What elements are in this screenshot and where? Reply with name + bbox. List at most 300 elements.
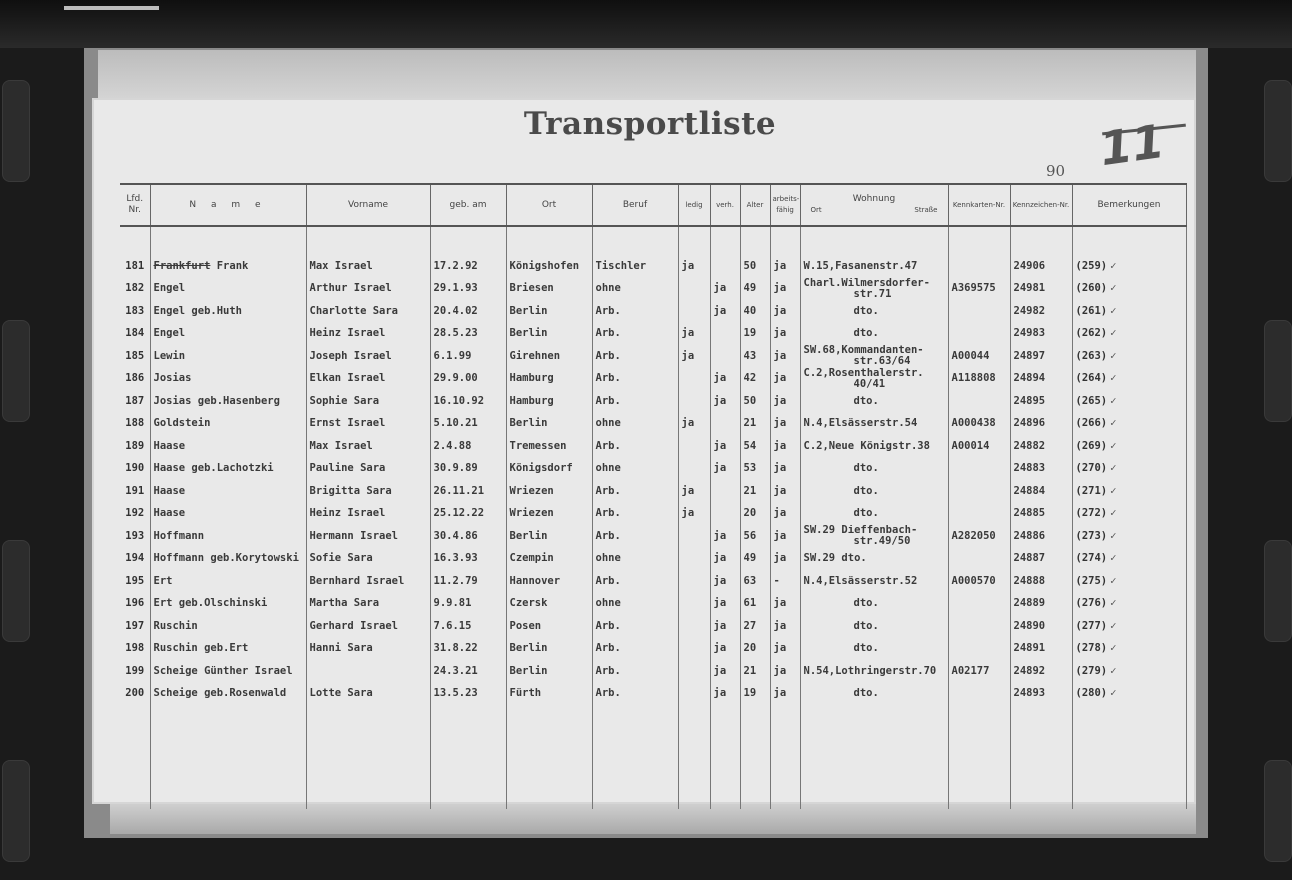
single [678, 660, 710, 683]
row-number: 200 [120, 683, 150, 706]
col-header-wohnung-ort: Ort [810, 206, 822, 214]
remark-text: (264) [1075, 372, 1108, 385]
birth-place: Girehnen [506, 345, 592, 368]
identifier-number: 24890 [1010, 615, 1072, 638]
birth-date: 25.12.22 [430, 503, 506, 526]
checkmark-icon: ✓ [1110, 259, 1117, 272]
occupation: ohne [592, 593, 678, 616]
residence [800, 683, 948, 706]
remark [1072, 548, 1186, 571]
id-card-number: A000570 [948, 570, 1010, 593]
checkmark-icon: ✓ [1110, 484, 1117, 497]
occupation: Arb. [592, 615, 678, 638]
remark [1072, 323, 1186, 346]
remark-text: (276) [1075, 597, 1108, 610]
occupation: ohne [592, 458, 678, 481]
row-number: 199 [120, 660, 150, 683]
single [678, 548, 710, 571]
fit-for-work: ja [770, 255, 800, 278]
residence-line: dto. [853, 484, 879, 497]
fit-for-work: ja [770, 660, 800, 683]
remark-text: (277) [1075, 619, 1108, 632]
married [710, 413, 740, 436]
first-name: Sophie Sara [306, 390, 430, 413]
married: ja [710, 570, 740, 593]
id-card-number [948, 683, 1010, 706]
id-card-number [948, 548, 1010, 571]
id-card-number [948, 615, 1010, 638]
checkmark-icon: ✓ [1110, 372, 1117, 385]
first-name [306, 660, 430, 683]
id-card-number [948, 503, 1010, 526]
table-row [120, 593, 1186, 616]
identifier-number: 24889 [1010, 593, 1072, 616]
checkmark-icon: ✓ [1110, 304, 1117, 317]
remark-text: (272) [1075, 507, 1108, 520]
table-row [120, 548, 1186, 571]
col-header-bemerkungen: Bemerkungen [1072, 184, 1186, 226]
birth-place: Hannover [506, 570, 592, 593]
residence-line: N.4,Elsässerstr.52 [803, 574, 918, 587]
occupation: Arb. [592, 683, 678, 706]
single [678, 570, 710, 593]
remark [1072, 458, 1186, 481]
birth-place: Czempin [506, 548, 592, 571]
birth-place: Berlin [506, 323, 592, 346]
checkmark-icon: ✓ [1110, 417, 1117, 430]
residence-line: SW.29 dto. [803, 552, 867, 565]
birth-place: Berlin [506, 413, 592, 436]
fit-for-work: ja [770, 368, 800, 391]
residence [800, 390, 948, 413]
birth-place: Königsdorf [506, 458, 592, 481]
age: 49 [740, 278, 770, 301]
surname: Ert [150, 570, 306, 593]
table-row [120, 345, 1186, 368]
film-mark [64, 6, 159, 10]
row-number: 181 [120, 255, 150, 278]
checkmark-icon: ✓ [1110, 394, 1117, 407]
table-row [120, 683, 1186, 706]
birth-place: Berlin [506, 660, 592, 683]
table-row [120, 570, 1186, 593]
checkmark-icon: ✓ [1110, 597, 1117, 610]
birth-date: 13.5.23 [430, 683, 506, 706]
age: 42 [740, 368, 770, 391]
single [678, 683, 710, 706]
residence [800, 638, 948, 661]
married: ja [710, 300, 740, 323]
remark [1072, 525, 1186, 548]
remark [1072, 638, 1186, 661]
remark-text: (280) [1075, 687, 1108, 700]
surname: Goldstein [150, 413, 306, 436]
first-name: Max Israel [306, 255, 430, 278]
identifier-number: 24888 [1010, 570, 1072, 593]
birth-date: 9.9.81 [430, 593, 506, 616]
birth-date: 29.9.00 [430, 368, 506, 391]
birth-place: Briesen [506, 278, 592, 301]
surname: Lewin [150, 345, 306, 368]
surname: Haase [150, 480, 306, 503]
residence [800, 660, 948, 683]
col-header-wohnung-strasse: Straße [914, 206, 938, 214]
residence-line-2: str.49/50 [853, 535, 911, 548]
residence [800, 368, 948, 391]
checkmark-icon: ✓ [1110, 574, 1117, 587]
row-number: 194 [120, 548, 150, 571]
table-row [120, 368, 1186, 391]
residence-line: dto. [853, 327, 879, 340]
birth-date: 20.4.02 [430, 300, 506, 323]
married: ja [710, 548, 740, 571]
transport-list-table [120, 183, 1187, 809]
first-name: Lotte Sara [306, 683, 430, 706]
birth-date: 24.3.21 [430, 660, 506, 683]
row-number: 188 [120, 413, 150, 436]
married [710, 323, 740, 346]
row-number: 196 [120, 593, 150, 616]
remark-text: (266) [1075, 417, 1108, 430]
remark [1072, 480, 1186, 503]
age: 50 [740, 255, 770, 278]
occupation: Tischler [592, 255, 678, 278]
row-number: 189 [120, 435, 150, 458]
fit-for-work: ja [770, 525, 800, 548]
occupation: ohne [592, 548, 678, 571]
row-number: 198 [120, 638, 150, 661]
identifier-number: 24906 [1010, 255, 1072, 278]
age: 56 [740, 525, 770, 548]
checkmark-icon: ✓ [1110, 507, 1117, 520]
sheet-number: 11 [1096, 113, 1168, 177]
birth-date: 28.5.23 [430, 323, 506, 346]
birth-date: 11.2.79 [430, 570, 506, 593]
birth-place: Berlin [506, 638, 592, 661]
married: ja [710, 435, 740, 458]
remark-text: (270) [1075, 462, 1108, 475]
table-row [120, 480, 1186, 503]
occupation: ohne [592, 413, 678, 436]
identifier-number: 24882 [1010, 435, 1072, 458]
married: ja [710, 390, 740, 413]
id-card-number [948, 390, 1010, 413]
age: 19 [740, 323, 770, 346]
residence-line: N.4,Elsässerstr.54 [803, 417, 918, 430]
film-sprocket [2, 80, 30, 182]
residence-line: dto. [853, 597, 879, 610]
remark-text: (262) [1075, 327, 1108, 340]
identifier-number: 24887 [1010, 548, 1072, 571]
remark-text: (271) [1075, 484, 1108, 497]
remark-text: (274) [1075, 552, 1108, 565]
age: 20 [740, 503, 770, 526]
remark [1072, 368, 1186, 391]
remark-text: (265) [1075, 394, 1108, 407]
identifier-number: 24896 [1010, 413, 1072, 436]
first-name: Heinz Israel [306, 323, 430, 346]
single [678, 368, 710, 391]
remark-text: (261) [1075, 304, 1108, 317]
surname: Hoffmann geb.Korytowski [150, 548, 306, 571]
single [678, 593, 710, 616]
fit-for-work: ja [770, 503, 800, 526]
residence-line: dto. [853, 642, 879, 655]
first-name: Gerhard Israel [306, 615, 430, 638]
birth-date: 6.1.99 [430, 345, 506, 368]
first-name: Max Israel [306, 435, 430, 458]
table-row [120, 278, 1186, 301]
identifier-number: 24891 [1010, 638, 1072, 661]
first-name: Elkan Israel [306, 368, 430, 391]
surname: Engel [150, 278, 306, 301]
id-card-number [948, 323, 1010, 346]
age: 21 [740, 413, 770, 436]
birth-date: 30.4.86 [430, 525, 506, 548]
occupation: ohne [592, 278, 678, 301]
table-row [120, 503, 1186, 526]
film-sprocket [1264, 80, 1292, 182]
residence [800, 548, 948, 571]
fit-for-work: ja [770, 300, 800, 323]
col-header-kennkarten: Kennkarten-Nr. [948, 184, 1010, 226]
residence-line-2: str.63/64 [853, 355, 911, 368]
residence-line: W.15,Fasanenstr.47 [803, 259, 918, 272]
film-sprocket [1264, 540, 1292, 642]
checkmark-icon: ✓ [1110, 529, 1117, 542]
remark-text: (260) [1075, 282, 1108, 295]
table-row [120, 525, 1186, 548]
single [678, 435, 710, 458]
remark [1072, 615, 1186, 638]
fit-for-work: ja [770, 480, 800, 503]
birth-place: Wriezen [506, 503, 592, 526]
identifier-number: 24886 [1010, 525, 1072, 548]
fit-for-work: ja [770, 683, 800, 706]
row-number: 191 [120, 480, 150, 503]
col-header-wohnung-sub [803, 205, 946, 216]
identifier-number: 24885 [1010, 503, 1072, 526]
occupation: Arb. [592, 638, 678, 661]
surname [150, 255, 306, 278]
identifier-number: 24892 [1010, 660, 1072, 683]
fit-for-work: ja [770, 278, 800, 301]
film-sprocket [2, 540, 30, 642]
col-header-nr: Lfd. Nr. [120, 184, 150, 226]
residence-line: C.2,Neue Königstr.38 [803, 439, 930, 452]
single [678, 300, 710, 323]
birth-date: 31.8.22 [430, 638, 506, 661]
checkmark-icon: ✓ [1110, 462, 1117, 475]
fit-for-work: ja [770, 323, 800, 346]
birth-place: Fürth [506, 683, 592, 706]
identifier-number: 24982 [1010, 300, 1072, 323]
first-name: Joseph Israel [306, 345, 430, 368]
age: 49 [740, 548, 770, 571]
checkmark-icon: ✓ [1110, 327, 1117, 340]
surname: Ruschin [150, 615, 306, 638]
residence [800, 435, 948, 458]
birth-place: Tremessen [506, 435, 592, 458]
checkmark-icon: ✓ [1110, 687, 1117, 700]
married: ja [710, 368, 740, 391]
married: ja [710, 525, 740, 548]
single: ja [678, 480, 710, 503]
col-header-kennzeichen: Kennzeichen-Nr. [1010, 184, 1072, 226]
age: 53 [740, 458, 770, 481]
residence-line: dto. [853, 687, 879, 700]
birth-date: 7.6.15 [430, 615, 506, 638]
surname: Engel geb.Huth [150, 300, 306, 323]
table-row [120, 435, 1186, 458]
empty-filler-row [120, 705, 1186, 809]
first-name: Heinz Israel [306, 503, 430, 526]
married: ja [710, 683, 740, 706]
remark-text: (259) [1075, 259, 1108, 272]
identifier-number: 24897 [1010, 345, 1072, 368]
row-number: 190 [120, 458, 150, 481]
remark [1072, 300, 1186, 323]
col-header-ledig: ledig [678, 184, 710, 226]
surname: Engel [150, 323, 306, 346]
birth-place: Berlin [506, 300, 592, 323]
residence [800, 570, 948, 593]
remark-text: (278) [1075, 642, 1108, 655]
table-row [120, 458, 1186, 481]
birth-place: Hamburg [506, 390, 592, 413]
single [678, 615, 710, 638]
first-name: Arthur Israel [306, 278, 430, 301]
married [710, 480, 740, 503]
row-number: 187 [120, 390, 150, 413]
table-row [120, 638, 1186, 661]
age: 43 [740, 345, 770, 368]
col-header-wohnung [800, 184, 948, 226]
checkmark-icon: ✓ [1110, 439, 1117, 452]
surname: Haase [150, 503, 306, 526]
remark [1072, 660, 1186, 683]
remark [1072, 413, 1186, 436]
single [678, 525, 710, 548]
residence [800, 503, 948, 526]
identifier-number: 24883 [1010, 458, 1072, 481]
occupation: Arb. [592, 660, 678, 683]
residence-line: dto. [853, 462, 879, 475]
married: ja [710, 458, 740, 481]
fit-for-work: ja [770, 458, 800, 481]
age: 21 [740, 480, 770, 503]
residence-line: dto. [853, 304, 879, 317]
single: ja [678, 255, 710, 278]
single: ja [678, 413, 710, 436]
film-sprocket [1264, 760, 1292, 862]
col-header-alter: Alter [740, 184, 770, 226]
occupation: Arb. [592, 503, 678, 526]
single [678, 390, 710, 413]
struck-surname: Frankfurt [153, 259, 211, 272]
checkmark-icon: ✓ [1110, 642, 1117, 655]
remark [1072, 503, 1186, 526]
identifier-number: 24884 [1010, 480, 1072, 503]
col-header-arbeitsfaehig: arbeits-fähig [770, 184, 800, 226]
surname: Scheige geb.Rosenwald [150, 683, 306, 706]
fit-for-work: ja [770, 638, 800, 661]
remark [1072, 255, 1186, 278]
married [710, 503, 740, 526]
first-name: Charlotte Sara [306, 300, 430, 323]
residence [800, 323, 948, 346]
residence-line: dto. [853, 507, 879, 520]
occupation: Arb. [592, 390, 678, 413]
table-row [120, 255, 1186, 278]
id-card-number [948, 638, 1010, 661]
occupation: Arb. [592, 525, 678, 548]
remark [1072, 683, 1186, 706]
id-card-number: A000438 [948, 413, 1010, 436]
remark-text: (273) [1075, 529, 1108, 542]
surname: Josias [150, 368, 306, 391]
identifier-number: 24894 [1010, 368, 1072, 391]
residence [800, 615, 948, 638]
residence [800, 255, 948, 278]
married: ja [710, 593, 740, 616]
birth-place: Königshofen [506, 255, 592, 278]
film-sprocket [2, 320, 30, 422]
birth-date: 17.2.92 [430, 255, 506, 278]
remark-text: (275) [1075, 574, 1108, 587]
document-title: Transportliste [523, 106, 777, 142]
birth-date: 16.3.93 [430, 548, 506, 571]
residence-line: dto. [853, 619, 879, 632]
married: ja [710, 615, 740, 638]
remark-text: (279) [1075, 664, 1108, 677]
id-card-number: A00044 [948, 345, 1010, 368]
first-name: Ernst Israel [306, 413, 430, 436]
table-row [120, 300, 1186, 323]
identifier-number: 24983 [1010, 323, 1072, 346]
remark [1072, 390, 1186, 413]
row-number: 193 [120, 525, 150, 548]
age: 19 [740, 683, 770, 706]
identifier-number: 24981 [1010, 278, 1072, 301]
row-number: 186 [120, 368, 150, 391]
table-row [120, 323, 1186, 346]
page-number: 90 [1046, 162, 1066, 180]
married [710, 255, 740, 278]
id-card-number: A369575 [948, 278, 1010, 301]
married: ja [710, 278, 740, 301]
first-name: Hanni Sara [306, 638, 430, 661]
remark [1072, 345, 1186, 368]
occupation: Arb. [592, 480, 678, 503]
residence [800, 458, 948, 481]
fit-for-work: ja [770, 413, 800, 436]
spacer-row [120, 226, 1186, 255]
checkmark-icon: ✓ [1110, 349, 1117, 362]
single [678, 638, 710, 661]
single: ja [678, 323, 710, 346]
single [678, 278, 710, 301]
birth-date: 5.10.21 [430, 413, 506, 436]
table-row [120, 390, 1186, 413]
birth-date: 30.9.89 [430, 458, 506, 481]
married: ja [710, 660, 740, 683]
age: 63 [740, 570, 770, 593]
occupation: Arb. [592, 435, 678, 458]
surname: Hoffmann [150, 525, 306, 548]
birth-date: 2.4.88 [430, 435, 506, 458]
col-header-wohnung-label: Wohnung [852, 194, 896, 204]
